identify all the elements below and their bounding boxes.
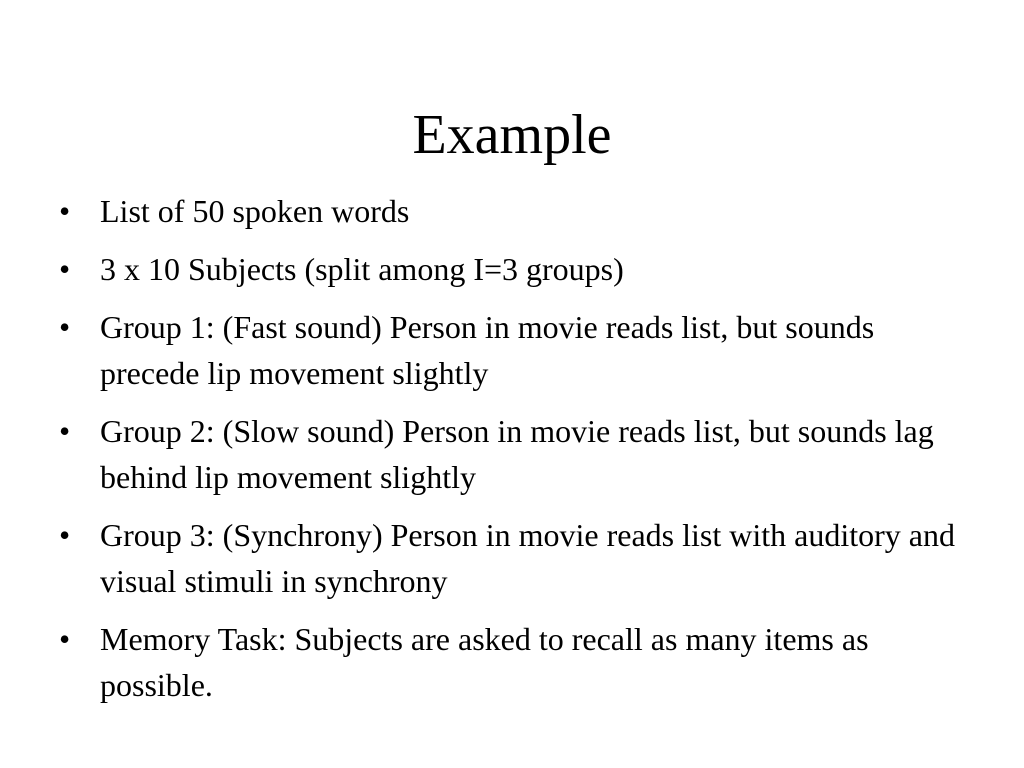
bullet-text: Memory Task: Subjects are asked to recall as many items as possible. xyxy=(100,621,869,703)
bullet-text: Group 3: (Synchrony) Person in movie reads list with auditory and visual stimuli in synchrony xyxy=(100,517,955,599)
bullet-text: List of 50 spoken words xyxy=(100,193,410,229)
bullet-marker: • xyxy=(59,309,71,345)
bullet-list xyxy=(57,188,967,720)
bullet-marker: • xyxy=(59,193,71,229)
bullet-text: Group 2: (Slow sound) Person in movie reads list, but sounds lag behind lip movement slightly xyxy=(100,413,934,495)
bullet-item xyxy=(57,246,967,292)
bullet-item xyxy=(57,408,967,500)
bullet-item xyxy=(57,512,967,604)
bullet-item xyxy=(57,188,967,234)
bullet-item xyxy=(57,616,967,708)
slide-title: Example xyxy=(412,104,612,166)
bullet-marker: • xyxy=(59,413,71,449)
bullet-marker: • xyxy=(59,517,71,553)
bullet-text: Group 1: (Fast sound) Person in movie reads list, but sounds precede lip movement slightly xyxy=(100,309,875,391)
bullet-item xyxy=(57,304,967,396)
bullet-marker: • xyxy=(59,251,71,287)
bullet-text: 3 x 10 Subjects (split among I=3 groups) xyxy=(100,251,624,287)
bullet-marker: • xyxy=(59,621,71,657)
